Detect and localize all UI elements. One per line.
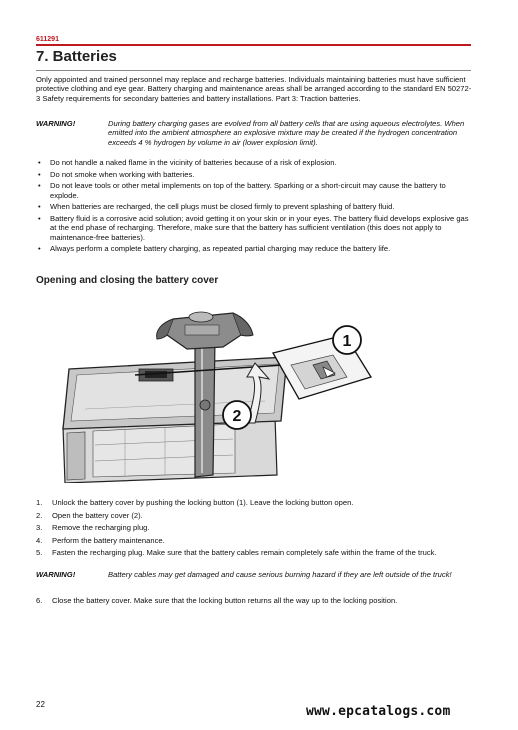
watermark-url: www.epcatalogs.com: [306, 704, 451, 719]
list-item: 3. Remove the recharging plug.: [36, 523, 150, 533]
list-item: 6. Close the battery cover. Make sure that the locking button returns all the way up to the locking position.: [36, 596, 398, 605]
header-rule: [36, 44, 471, 46]
list-item: 4. Perform the battery maintenance.: [36, 535, 165, 545]
safety-bullet-list: [36, 158, 473, 256]
warning-block-1: [36, 119, 473, 149]
warning-text: Battery cables may get damaged and cause serious burning hazard if they are left outside of the truck!: [108, 570, 452, 579]
warning-label: WARNING!: [36, 570, 76, 579]
list-item: • Always perform a complete battery charging, as repeated partial charging may reduce the battery life.: [38, 244, 391, 254]
intro-paragraph: Only appointed and trained personnel may replace and recharge batteries. Individuals maintaining batteries must have sufficient protective clothing and eye gear. Battery charging and maintenance areas shall be arranged according to the standard EN 50272-3 Safety requirements for secondary batteries and battery installations. Part 3: Traction batteries.: [36, 75, 472, 103]
tiller-head: [157, 312, 253, 349]
tiller-arm: [195, 339, 215, 477]
section-title: 7. Batteries: [36, 48, 117, 65]
list-item: • Do not smoke when working with batteries.: [38, 169, 195, 179]
list-item: 5. Fasten the recharging plug. Make sure that the battery cables remain completely safe within the frame of the truck.: [36, 548, 437, 558]
list-item: 2. Open the battery cover (2).: [36, 510, 143, 520]
callout-1: [333, 326, 361, 354]
document-number: 611291: [36, 36, 59, 43]
callout-2: [223, 401, 251, 429]
list-item: • When batteries are recharged, the cell plugs must be closed firmly to prevent splashing of battery fluid.: [38, 202, 395, 212]
list-item: 1. Unlock the battery cover by pushing the locking button (1). Leave the locking button open.: [36, 498, 354, 507]
subsection-title: Opening and closing the battery cover: [36, 275, 219, 286]
battery-cover-illustration: [55, 305, 385, 483]
title-underline: [36, 70, 471, 71]
svg-text:2: 2: [232, 408, 242, 425]
warning-label: WARNING!: [36, 119, 76, 128]
list-item: • Do not handle a naked flame in the vicinity of batteries because of a risk of explosion.: [38, 158, 337, 167]
svg-text:1: 1: [342, 333, 352, 350]
list-item: • Battery fluid is a corrosive acid solution; avoid getting it on your skin or in your eyes. The battery fluid develops explosive gas at the end phase of recharging. Therefore, make sure that the battery has sufficient ventilation (this does not apply to maintenance-free batteries).: [38, 213, 469, 242]
procedure-steps: [36, 498, 473, 561]
procedure-step-6: [36, 596, 473, 609]
list-item: • Do not leave tools or other metal implements on top of the battery. Sparking or a short-circuit may cause the battery to explode.: [38, 181, 446, 200]
warning-text: During battery charging gases are evolved from all battery cells that are using aqueous electrolytes. When emitted into the ambient atmosphere an explosive mixture may be created if the hydrogen concentration exceeds 4 % hydrogen by volume in air (lower explosion limit).: [108, 119, 465, 147]
warning-block-2: [36, 570, 473, 590]
page-number: 22: [36, 700, 45, 709]
